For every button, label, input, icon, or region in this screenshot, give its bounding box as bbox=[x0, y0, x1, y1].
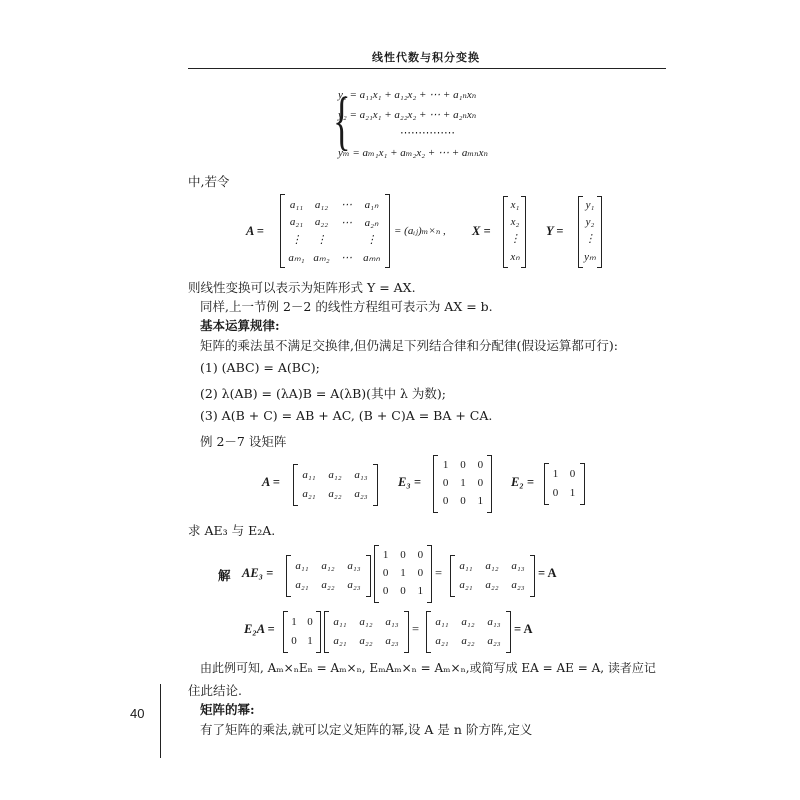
matrix-entry: yₘ bbox=[584, 250, 596, 263]
matrix-entry: a₁₂ bbox=[328, 468, 342, 481]
matrix-entry: a₂₃ bbox=[347, 578, 361, 591]
matrix-entry: 1 bbox=[291, 615, 297, 628]
bracket-right bbox=[487, 455, 492, 513]
matrix-entry: a₂₂ bbox=[485, 578, 499, 591]
eq-aij: = (aᵢⱼ)ₘ×ₙ , bbox=[394, 225, 446, 237]
rule-3: (3) A(B + C) = AB + AC, (B + C)A = BA + CA. bbox=[200, 408, 493, 423]
label-E2A: E₂A = bbox=[244, 622, 275, 636]
matrix-entry: 1 bbox=[307, 634, 313, 647]
matrix-entry: a₂₂ bbox=[328, 487, 342, 500]
matrix-entry: a₂₁ bbox=[302, 487, 316, 500]
matrix-entry: aₘ₁ bbox=[288, 251, 305, 264]
matrix-entry: a₁ₙ bbox=[364, 199, 379, 212]
equals: = bbox=[412, 622, 420, 636]
matrix-A-2x3 bbox=[289, 556, 367, 594]
matrix-entry: 1 bbox=[400, 567, 406, 579]
left-brace: { bbox=[333, 84, 351, 157]
matrix-entry: a₂₂ bbox=[321, 578, 335, 591]
running-header: 线性代数与积分变换 bbox=[372, 51, 480, 64]
bracket-right bbox=[506, 611, 511, 653]
bracket-right bbox=[530, 555, 535, 597]
matrix-entry: a₁₂ bbox=[359, 615, 373, 628]
label-AE3: AE₃ = bbox=[242, 566, 274, 580]
matrix-entry: 0 bbox=[569, 467, 576, 480]
matrix-entry: 0 bbox=[552, 486, 559, 499]
matrix-entry: a₂₁ bbox=[289, 216, 304, 229]
margin-rule bbox=[160, 684, 161, 758]
matrix-entry: 0 bbox=[382, 585, 389, 597]
label-A: A = bbox=[246, 224, 264, 238]
system-line-1: y₁ = a₁₁x₁ + a₁₂x₂ + ⋯ + a₁ₙxₙ bbox=[338, 89, 477, 101]
matrix-entry: 0 bbox=[442, 495, 449, 507]
para-5: 住此结论. bbox=[188, 683, 242, 698]
matrix-entry: ⋯ bbox=[341, 216, 352, 229]
bracket-right bbox=[580, 463, 585, 505]
matrix-entry: a₂₁ bbox=[435, 634, 449, 647]
matrix-entry: 0 bbox=[442, 477, 449, 489]
para-3: 矩阵的乘法虽不满足交换律,但仍满足下列结合律和分配律(假设运算都可行): bbox=[200, 338, 618, 353]
matrix-entry: 0 bbox=[460, 459, 466, 471]
matrix-entry: a₂₃ bbox=[354, 487, 368, 500]
matrix-entry: 1 bbox=[382, 549, 389, 561]
matrix-entry: a₁₂ bbox=[314, 198, 329, 211]
label-Y: Y = bbox=[546, 224, 564, 238]
para-4: 由此例可知, Aₘ×ₙEₙ = Aₘ×ₙ, EₘAₘ×ₙ = Aₘ×ₙ,或简写成 EA = AE = A, 读者应记 bbox=[200, 661, 656, 675]
label-E3: E₃ = bbox=[398, 475, 421, 489]
matrix-entry: a₁₂ bbox=[321, 559, 335, 572]
matrix-entry: 0 bbox=[400, 549, 406, 561]
bracket-right bbox=[316, 611, 321, 653]
matrix-entry: 1 bbox=[442, 459, 449, 471]
rule-1: (1) (ABC) = A(BC); bbox=[200, 360, 320, 375]
matrix-entry: ⋮ bbox=[584, 233, 596, 246]
matrix-entry: ⋮ bbox=[366, 234, 377, 247]
example-title: 例 2－7 设矩阵 bbox=[200, 434, 287, 449]
matrix-entry: 0 bbox=[307, 615, 313, 628]
system-dots: ⋯⋯⋯⋯⋯ bbox=[400, 127, 455, 139]
bracket-right bbox=[385, 194, 390, 268]
equals-A: = A bbox=[538, 566, 557, 580]
rule-2: (2) λ(AB) = (λA)B = A(λB)(其中 λ 为数); bbox=[200, 386, 447, 401]
para-2: 同样,上一节例 2－2 的线性方程组可表示为 AX = b. bbox=[200, 299, 493, 314]
matrix-entry: y₁ bbox=[585, 199, 595, 212]
matrix-A-2x3 bbox=[429, 612, 507, 650]
matrix-entry: a₂₂ bbox=[461, 634, 475, 647]
matrix-entry: aₘ₂ bbox=[313, 251, 330, 264]
equals: = bbox=[435, 566, 443, 580]
matrix-entry: ⋯ bbox=[341, 199, 352, 212]
matrix-entry: y₂ bbox=[585, 215, 595, 228]
matrix-entry: a₁₁ bbox=[333, 615, 347, 628]
bracket-right bbox=[404, 611, 409, 653]
label-A: A = bbox=[262, 475, 280, 489]
heading-matrix-power: 矩阵的幂: bbox=[200, 702, 255, 717]
matrix-E3 bbox=[377, 546, 429, 600]
matrix-E2 bbox=[547, 464, 581, 502]
system-line-4: yₘ = aₘ₁x₁ + aₘ₂x₂ + ⋯ + aₘₙxₙ bbox=[338, 147, 488, 159]
matrix-entry: a₁₃ bbox=[347, 559, 361, 572]
text-zhongruoling: 中,若令 bbox=[188, 174, 230, 189]
matrix-entry: a₂ₙ bbox=[364, 216, 379, 229]
matrix-entry: a₂₂ bbox=[314, 216, 329, 229]
matrix-entry: a₁₁ bbox=[302, 468, 316, 481]
matrix-entry: 1 bbox=[477, 495, 484, 507]
matrix-entry: 0 bbox=[382, 567, 389, 579]
header-rule bbox=[188, 68, 666, 69]
matrix-entry: a₂₃ bbox=[511, 578, 525, 591]
matrix-entry: ⋮ bbox=[509, 233, 521, 246]
matrix-entry: a₁₁ bbox=[295, 559, 309, 572]
matrix-entry: a₁₃ bbox=[354, 468, 368, 481]
matrix-A-general bbox=[284, 196, 384, 266]
matrix-entry: ⋮ bbox=[316, 234, 327, 247]
matrix-entry: a₁₃ bbox=[511, 559, 525, 572]
bracket-right bbox=[373, 464, 378, 506]
matrix-entry: xₙ bbox=[510, 250, 520, 263]
matrix-entry: a₂₂ bbox=[359, 634, 373, 647]
matrix-entry: 1 bbox=[569, 486, 576, 499]
matrix-entry: 1 bbox=[552, 467, 559, 480]
para-6: 有了矩阵的乘法,就可以定义矩阵的幂,设 A 是 n 阶方阵,定义 bbox=[200, 722, 533, 737]
matrix-entry: a₁₁ bbox=[435, 615, 449, 628]
bracket-right bbox=[366, 555, 371, 597]
matrix-entry: a₁₂ bbox=[485, 559, 499, 572]
matrix-E2 bbox=[286, 612, 318, 650]
bracket-right bbox=[597, 196, 602, 268]
heading-basic-rules: 基本运算规律: bbox=[200, 318, 280, 333]
matrix-A-2x3 bbox=[453, 556, 531, 594]
solution-label: 解 bbox=[218, 568, 231, 583]
matrix-entry: 0 bbox=[400, 585, 406, 597]
matrix-entry: ⋮ bbox=[291, 234, 302, 247]
matrix-entry: a₂₃ bbox=[487, 634, 501, 647]
matrix-entry: 1 bbox=[417, 585, 424, 597]
matrix-entry: a₁₁ bbox=[289, 198, 304, 211]
matrix-entry: a₁₂ bbox=[461, 615, 475, 628]
matrix-entry: 0 bbox=[477, 459, 484, 471]
matrix-entry: 0 bbox=[460, 495, 466, 507]
matrix-entry: a₁₁ bbox=[459, 559, 473, 572]
bracket-right bbox=[427, 545, 432, 603]
matrix-entry: 1 bbox=[460, 477, 466, 489]
label-E2: E₂ = bbox=[511, 475, 534, 489]
matrix-entry: a₂₁ bbox=[295, 578, 309, 591]
matrix-entry: a₁₃ bbox=[487, 615, 501, 628]
matrix-entry: a₁₃ bbox=[385, 615, 399, 628]
matrix-entry: a₂₁ bbox=[459, 578, 473, 591]
matrix-entry: 0 bbox=[417, 567, 424, 579]
matrix-A-2x3 bbox=[296, 465, 374, 503]
matrix-entry: 0 bbox=[291, 634, 297, 647]
matrix-entry: 0 bbox=[417, 549, 424, 561]
matrix-entry: a₂₃ bbox=[385, 634, 399, 647]
matrix-entry: 0 bbox=[477, 477, 484, 489]
matrix-entry: ⋯ bbox=[341, 251, 352, 264]
bracket-right bbox=[521, 196, 526, 268]
matrix-entry: x₂ bbox=[510, 215, 520, 228]
system-line-2: y₂ = a₂₁x₁ + a₂₂x₂ + ⋯ + a₂ₙxₙ bbox=[338, 109, 477, 121]
equals-A: = A bbox=[514, 622, 533, 636]
matrix-A-2x3 bbox=[327, 612, 405, 650]
matrix-entry: a₂₁ bbox=[333, 634, 347, 647]
page-number: 40 bbox=[130, 706, 145, 721]
matrix-E3 bbox=[437, 456, 489, 510]
question: 求 AE₃ 与 E₂A. bbox=[188, 523, 276, 538]
para-1: 则线性变换可以表示为矩阵形式 Y = AX. bbox=[188, 280, 416, 295]
matrix-entry: x₁ bbox=[510, 199, 520, 212]
label-X: X = bbox=[472, 224, 491, 238]
matrix-entry: aₘₙ bbox=[363, 251, 380, 264]
